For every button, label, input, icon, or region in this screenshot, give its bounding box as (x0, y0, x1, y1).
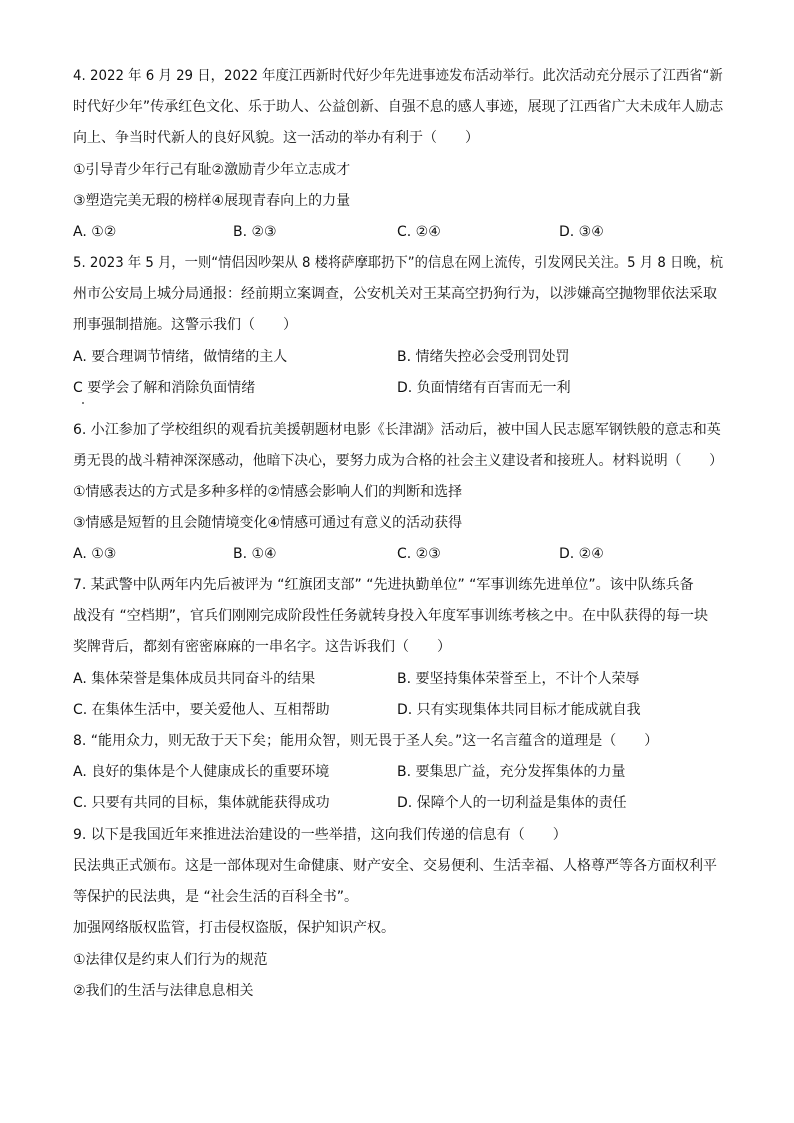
question-5-line-1: 5. 2023 年 5 月，一则“情侣因吵架从 8 楼将萨摩耶扔下”的信息在网上流传，引发网民关注。5 月 8 日晚，杭 (73, 255, 724, 271)
question-7-option-b: B. 要坚持集体荣誉至上，不计个人荣辱 (397, 671, 640, 687)
question-4-statement-2: ③塑造完美无瑕的榜样④展现青春向上的力量 (73, 193, 351, 209)
question-4-option-a: A. ①② (73, 224, 117, 240)
question-5-option-c: C 要学会了解和消除负面情绪 (73, 380, 256, 396)
question-4-line-2: 时代好少年”传承红色文化、乐于助人、公益创新、自强不息的感人事迹，展现了江西省广大未成年人励志 (73, 99, 724, 115)
question-4-line-1: 4. 2022 年 6 月 29 日，2022 年度江西新时代好少年先进事迹发布活动举行。此次活动充分展示了江西省“新 (73, 68, 723, 84)
question-7-line-2: 战没有 “空档期”，官兵们刚刚完成阶段性任务就转身投入年度军事训练考核之中。在中队获得的每一块 (73, 608, 708, 624)
question-9-statement-1: ①法律仅是约束人们行为的规范 (73, 952, 268, 968)
question-8-option-c: C. 只要有共同的目标，集体就能获得成功 (73, 795, 330, 811)
question-5-line-3: 刑事强制措施。这警示我们（ ） (73, 317, 297, 333)
question-6-line-2: 勇无畏的战斗精神深深感动，他暗下决心，要努力成为合格的社会主义建设者和接班人。材料说明（ ） (73, 453, 723, 469)
question-5-option-b: B. 情绪失控必会受刑罚处罚 (397, 349, 570, 365)
question-4-option-c: C. ②④ (397, 224, 441, 240)
question-4-option-d: D. ③④ (559, 224, 604, 240)
question-6-option-a: A. ①③ (73, 546, 117, 562)
question-6-option-d: D. ②④ (559, 546, 604, 562)
question-7-option-a: A. 集体荣誉是集体成员共同奋斗的结果 (73, 671, 316, 687)
question-9-material-line-1: 民法典正式颁布。这是一部体现对生命健康、财产安全、交易便利、生活幸福、人格尊严等各方面权利平 (73, 858, 717, 874)
question-6-option-c: C. ②③ (397, 546, 441, 562)
question-7-option-c: C. 在集体生活中，要关爱他人、互相帮助 (73, 702, 330, 718)
question-5-line-2: 州市公安局上城分局通报：经前期立案调查，公安机关对王某高空扔狗行为，以涉嫌高空抛物罪依法采取 (73, 286, 717, 302)
question-9-line-1: 9. 以下是我国近年来推进法治建设的一些举措，这向我们传递的信息有（ ） (73, 827, 567, 843)
stray-mark (82, 402, 84, 404)
question-4-statement-1: ①引导青少年行己有耻②激励青少年立志成才 (73, 162, 351, 178)
question-6-statement-1: ①情感表达的方式是多种多样的②情感会影响人们的判断和选择 (73, 484, 463, 500)
question-4-line-3: 向上、争当时代新人的良好风貌。这一活动的举办有利于（ ） (73, 130, 479, 146)
question-7-option-d: D. 只有实现集体共同目标才能成就自我 (397, 702, 641, 718)
question-6-line-1: 6. 小江参加了学校组织的观看抗美援朝题材电影《长津湖》活动后，被中国人民志愿军钢铁般的意志和英 (73, 422, 721, 438)
question-5-option-d: D. 负面情绪有百害而无一利 (397, 380, 571, 396)
question-9-statement-2: ②我们的生活与法律息息相关 (73, 983, 254, 999)
question-9-material-line-2: 等保护的民法典，是 “社会生活的百科全书”。 (73, 889, 358, 905)
question-4-option-b: B. ②③ (233, 224, 277, 240)
question-6-option-b: B. ①④ (233, 546, 277, 562)
question-9-material-line-3: 加强网络版权监管，打击侵权盗版，保护知识产权。 (73, 920, 395, 936)
question-8-option-a: A. 良好的集体是个人健康成长的重要环境 (73, 764, 330, 780)
question-8-option-d: D. 保障个人的一切利益是集体的责任 (397, 795, 627, 811)
question-6-statement-2: ③情感是短暂的且会随情境变化④情感可通过有意义的活动获得 (73, 515, 463, 531)
question-7-line-3: 奖牌背后，都刻有密密麻麻的一串名字。这告诉我们（ ） (73, 639, 451, 655)
question-8-line-1: 8. “能用众力，则无敌于天下矣；能用众智，则无畏于圣人矣。”这一名言蕴含的道理是（ ） (73, 733, 659, 749)
question-8-option-b: B. 要集思广益，充分发挥集体的力量 (397, 764, 626, 780)
question-7-line-1: 7. 某武警中队两年内先后被评为 “红旗团支部” “先进执勤单位” “军事训练先进单位”。该中队练兵备 (73, 577, 694, 593)
question-5-option-a: A. 要合理调节情绪，做情绪的主人 (73, 349, 288, 365)
